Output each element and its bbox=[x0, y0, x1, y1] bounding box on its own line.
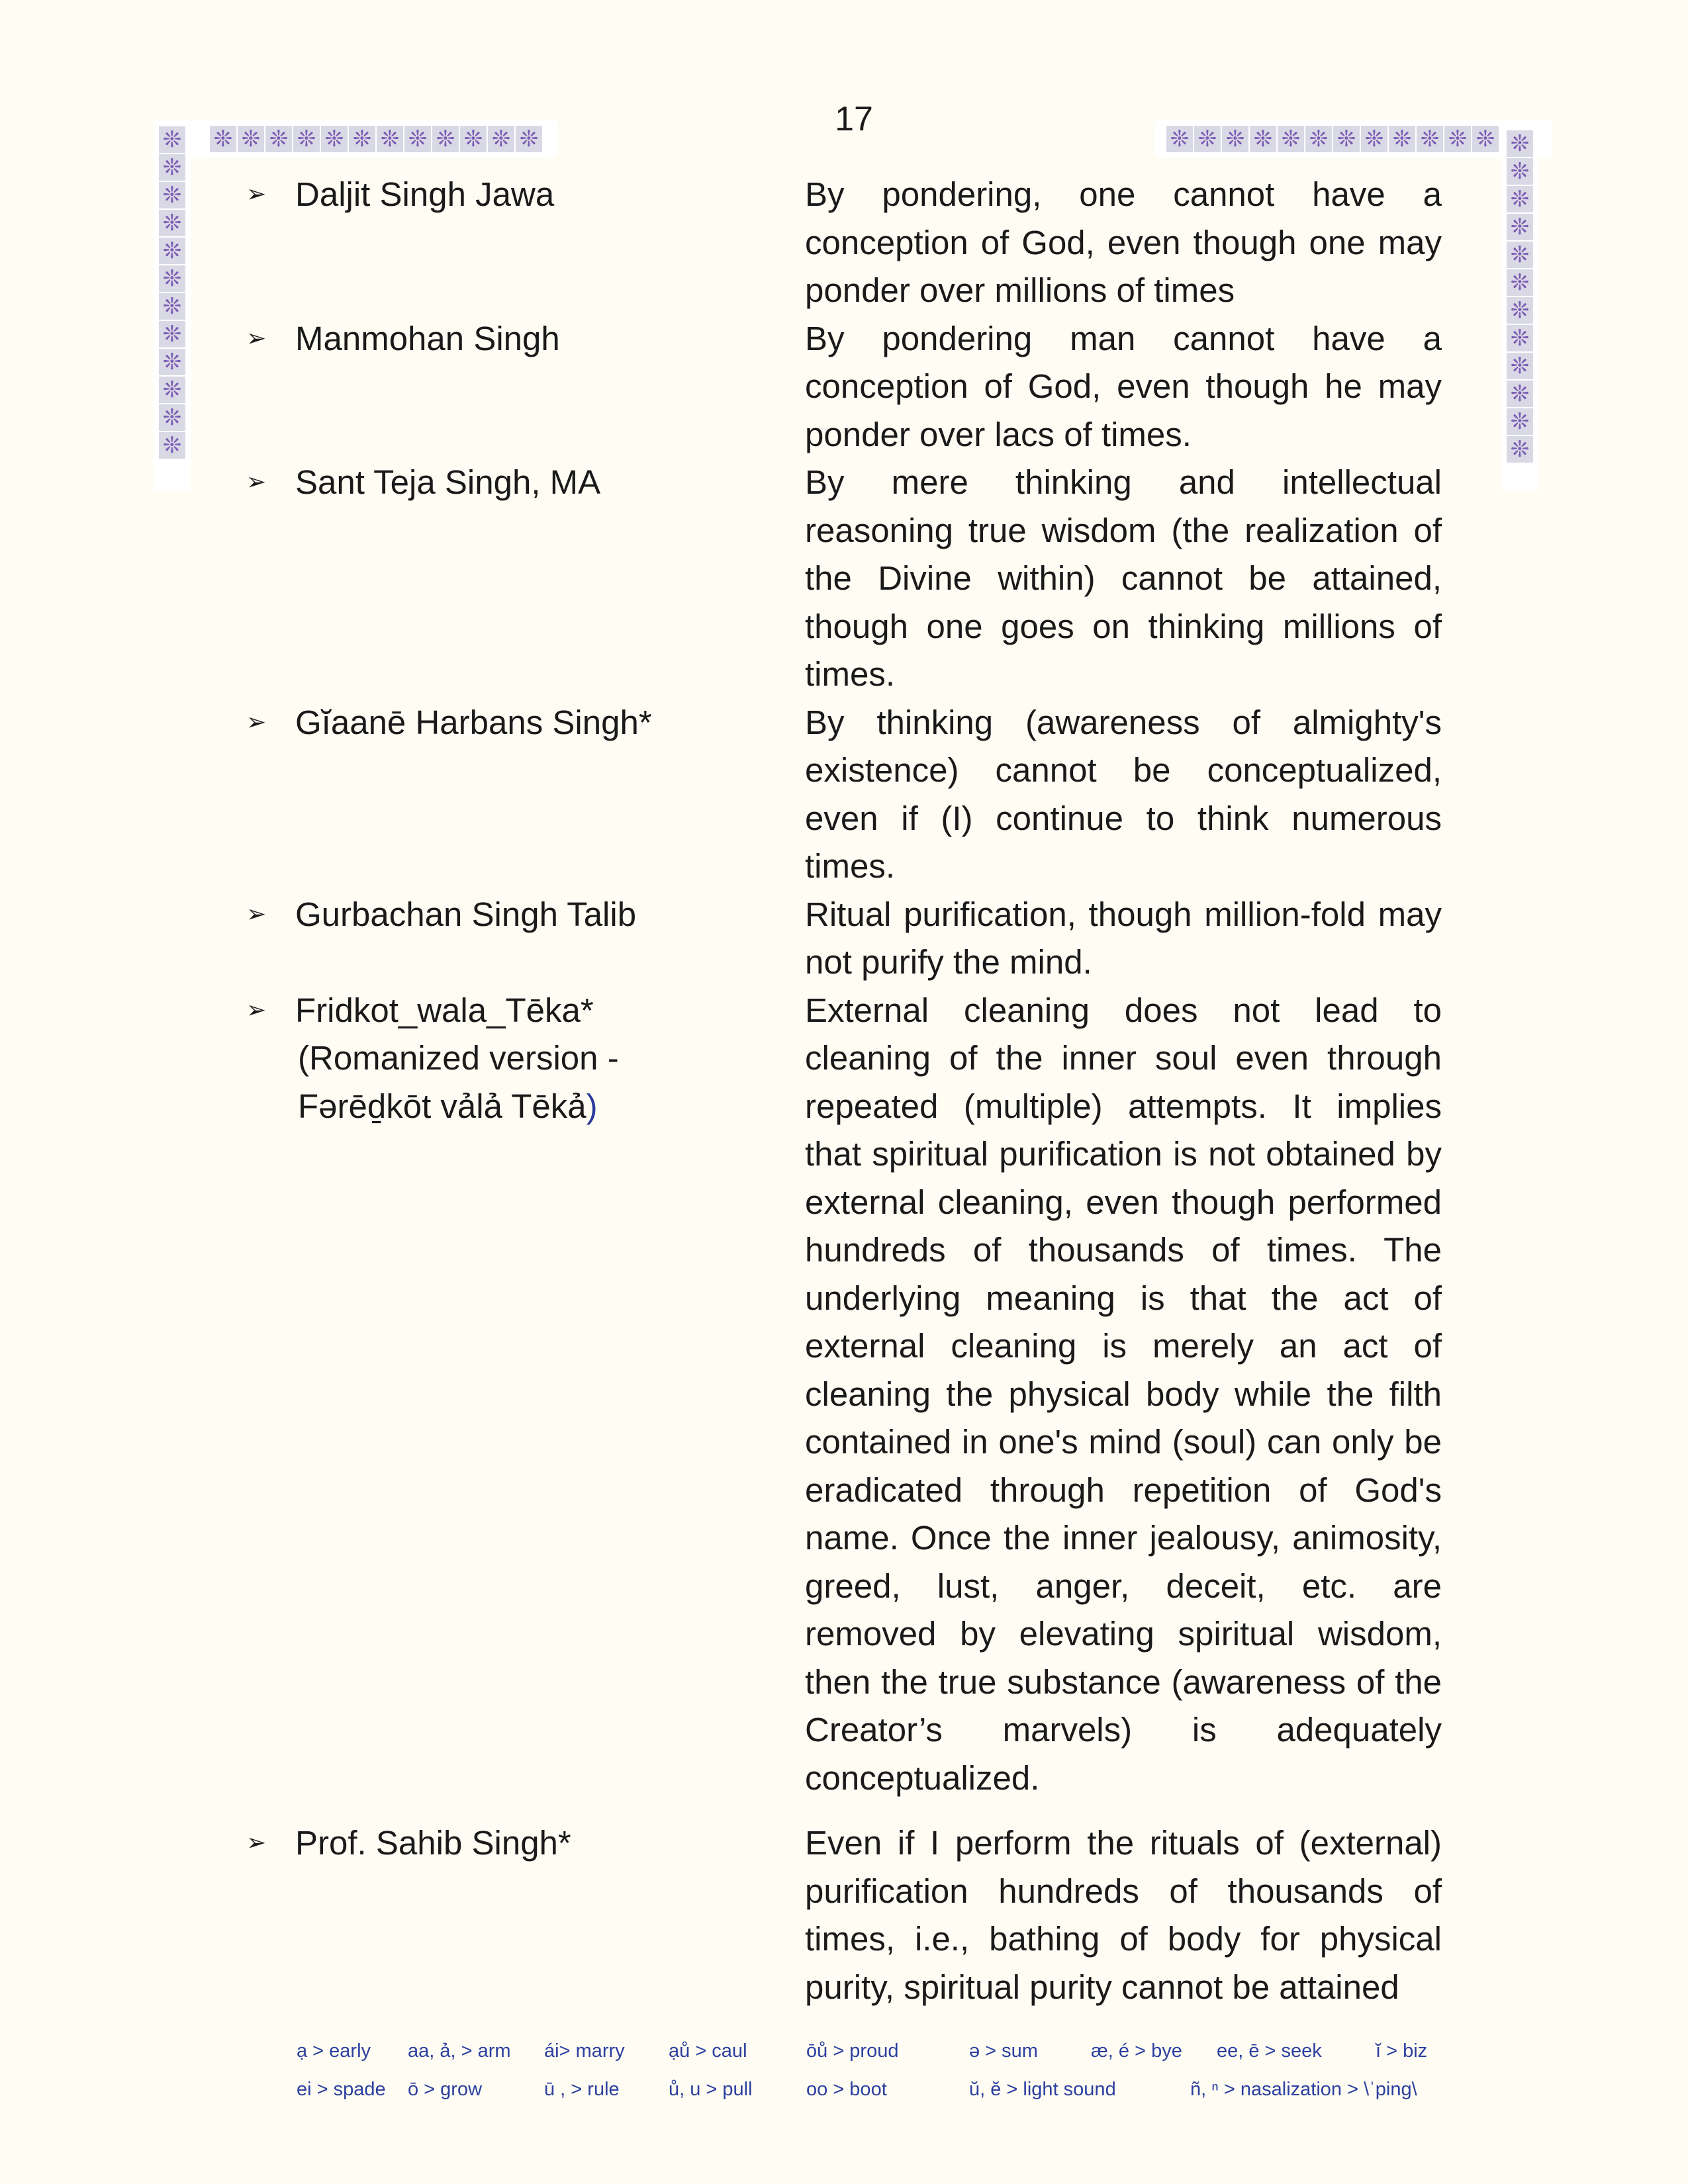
legend-item: ei > spade bbox=[297, 2079, 386, 2100]
legend-item: ee, ē > seek bbox=[1217, 2040, 1322, 2062]
flower-icon: ❊ bbox=[516, 126, 542, 152]
flower-icon: ❊ bbox=[1507, 325, 1533, 351]
top-right-border bbox=[1155, 120, 1552, 158]
list-item bbox=[0, 699, 1688, 891]
arrow-bullet-icon: ➢ bbox=[246, 708, 267, 736]
flower-icon: ❊ bbox=[1507, 381, 1533, 407]
translator-name: Gurbachan Singh Talib bbox=[295, 895, 637, 933]
translation-text: By pondering man cannot have a conception of God, even though he may ponder over lacs of times. bbox=[805, 319, 1442, 453]
flower-icon: ❊ bbox=[159, 404, 185, 431]
translation-text: Ritual purification, though million-fold may not purify the mind. bbox=[805, 895, 1442, 981]
arrow-bullet-icon: ➢ bbox=[246, 900, 267, 928]
flower-icon: ❊ bbox=[159, 182, 185, 208]
flower-icon: ❊ bbox=[1389, 126, 1415, 152]
list-item bbox=[0, 1819, 1688, 2011]
flower-icon: ❊ bbox=[159, 293, 185, 320]
flower-icon: ❊ bbox=[1507, 242, 1533, 268]
flower-icon: ❊ bbox=[1333, 126, 1360, 152]
translator-name: Daljit Singh Jawa bbox=[295, 175, 555, 213]
translator-name: Prof. Sahib Singh* bbox=[295, 1824, 571, 1862]
translation-text: By thinking (awareness of almighty's existence) cannot be conceptualized, even if (I) continue to think numerous times. bbox=[805, 703, 1442, 885]
flower-icon: ❊ bbox=[404, 126, 431, 152]
flower-icon: ❊ bbox=[1507, 130, 1533, 157]
flower-icon: ❊ bbox=[1417, 126, 1443, 152]
translator-name: Gĭaanē Harbans Singh* bbox=[295, 703, 652, 741]
flower-icon: ❊ bbox=[1472, 126, 1499, 152]
flower-icon: ❊ bbox=[293, 126, 320, 152]
arrow-bullet-icon: ➢ bbox=[246, 1829, 267, 1856]
flower-icon: ❊ bbox=[159, 126, 185, 153]
flower-icon: ❊ bbox=[210, 126, 236, 152]
translator-name: Manmohan Singh bbox=[295, 319, 560, 357]
arrow-bullet-icon: ➢ bbox=[246, 996, 267, 1024]
flower-icon: ❊ bbox=[1507, 214, 1533, 240]
flower-icon: ❊ bbox=[159, 349, 185, 375]
closing-paren: ) bbox=[586, 1087, 598, 1125]
legend-item: ái> marry bbox=[544, 2040, 625, 2062]
legend-item: ōů > proud bbox=[806, 2040, 899, 2062]
translator-name: Sant Teja Singh, MA bbox=[295, 463, 601, 501]
flower-icon: ❊ bbox=[1444, 126, 1471, 152]
flower-icon: ❊ bbox=[349, 126, 375, 152]
flower-icon: ❊ bbox=[488, 126, 514, 152]
flower-icon: ❊ bbox=[159, 432, 185, 459]
flower-icon: ❊ bbox=[321, 126, 348, 152]
flower-icon: ❊ bbox=[1507, 297, 1533, 324]
flower-icon: ❊ bbox=[377, 126, 403, 152]
translation-text: Even if I perform the rituals of (external) purification hundreds of thousands of times, i.e., bathing of body for physical purity, spiritual purity cannot be attained bbox=[805, 1824, 1442, 2006]
list-item bbox=[0, 459, 1688, 699]
legend-item: ĭ > biz bbox=[1376, 2040, 1428, 2062]
arrow-bullet-icon: ➢ bbox=[246, 469, 267, 496]
flower-icon: ❊ bbox=[1305, 126, 1332, 152]
flower-icon: ❊ bbox=[265, 126, 292, 152]
flower-icon: ❊ bbox=[159, 321, 185, 347]
romanized-name: Fərēḏkōt vảlả Tēkả bbox=[298, 1087, 586, 1125]
flower-icon: ❊ bbox=[1278, 126, 1304, 152]
top-left-border bbox=[154, 120, 557, 158]
flower-icon: ❊ bbox=[159, 210, 185, 236]
flower-icon: ❊ bbox=[1507, 353, 1533, 379]
pronunciation-legend bbox=[297, 2032, 1448, 2109]
legend-item: æ, é > bye bbox=[1091, 2040, 1182, 2062]
flower-icon: ❊ bbox=[1166, 126, 1193, 152]
romanized-line-2 bbox=[295, 1083, 772, 1131]
legend-item: ō > grow bbox=[408, 2079, 483, 2100]
flower-icon: ❊ bbox=[159, 265, 185, 292]
arrow-bullet-icon: ➢ bbox=[246, 181, 267, 208]
flower-icon: ❊ bbox=[1507, 186, 1533, 212]
flower-icon: ❊ bbox=[1361, 126, 1387, 152]
translation-text: By mere thinking and intellectual reasoning true wisdom (the realization of the Divine within) cannot be attained, though one goes on thinking millions of times. bbox=[805, 463, 1442, 693]
flower-icon: ❊ bbox=[159, 238, 185, 264]
legend-item: ŭ, ĕ > light sound bbox=[969, 2079, 1116, 2100]
legend-item: ñ, ⁿ > nasalization > \ˈping\ bbox=[1190, 2079, 1417, 2100]
legend-item: oo > boot bbox=[806, 2079, 887, 2100]
flower-icon: ❊ bbox=[432, 126, 459, 152]
flower-icon: ❊ bbox=[460, 126, 487, 152]
translator-name: Fridkot_wala_Tēka* bbox=[295, 991, 594, 1029]
flower-icon: ❊ bbox=[1507, 408, 1533, 435]
legend-row-1 bbox=[297, 2032, 1448, 2070]
flower-icon: ❊ bbox=[1194, 126, 1221, 152]
translation-text: External cleaning does not lead to cleaning of the inner soul even through repeated (multiple) attempts. It implies that spiritual purification is not obtained by external cleaning, even though performed hundreds of thousands of times. The underlying meaning is that the act of external cleaning is merely an act of cleaning the physical body while the filth contained in one's mind (soul) can only be eradicated through repetition of God's name. Once the inner jealousy, animosity, greed, lust, anger, deceit, etc. are removed by elevating spiritual wisdom, then the true substance (awareness of the Creator’s marvels) is adequately conceptualized. bbox=[805, 991, 1442, 1797]
legend-item: ū , > rule bbox=[544, 2079, 620, 2100]
legend-item: ů, u > pull bbox=[669, 2079, 753, 2100]
flower-icon: ❊ bbox=[1507, 158, 1533, 185]
flower-icon: ❊ bbox=[159, 377, 185, 403]
flower-icon: ❊ bbox=[1507, 436, 1533, 463]
legend-row-2 bbox=[297, 2070, 1448, 2109]
translation-text: By pondering, one cannot have a conception of God, even though one may ponder over millions of times bbox=[805, 175, 1442, 309]
flower-icon: ❊ bbox=[1507, 269, 1533, 296]
romanized-line-1: (Romanized version - bbox=[298, 1039, 619, 1077]
legend-item: aa, ả, > arm bbox=[408, 2040, 511, 2062]
translations-list bbox=[0, 171, 1688, 2011]
list-item bbox=[0, 987, 1688, 1803]
flower-icon: ❊ bbox=[1222, 126, 1248, 152]
translator-name-block bbox=[295, 987, 772, 1131]
legend-item: ạ > early bbox=[297, 2040, 371, 2062]
flower-icon: ❊ bbox=[1250, 126, 1276, 152]
flower-icon: ❊ bbox=[159, 154, 185, 181]
arrow-bullet-icon: ➢ bbox=[246, 324, 267, 352]
legend-item: ạů > caul bbox=[669, 2040, 747, 2062]
list-item bbox=[0, 891, 1688, 987]
list-item bbox=[0, 171, 1688, 315]
list-item bbox=[0, 315, 1688, 459]
flower-icon: ❊ bbox=[238, 126, 264, 152]
page-number: 17 bbox=[835, 100, 873, 138]
legend-item: ə > sum bbox=[969, 2040, 1038, 2062]
